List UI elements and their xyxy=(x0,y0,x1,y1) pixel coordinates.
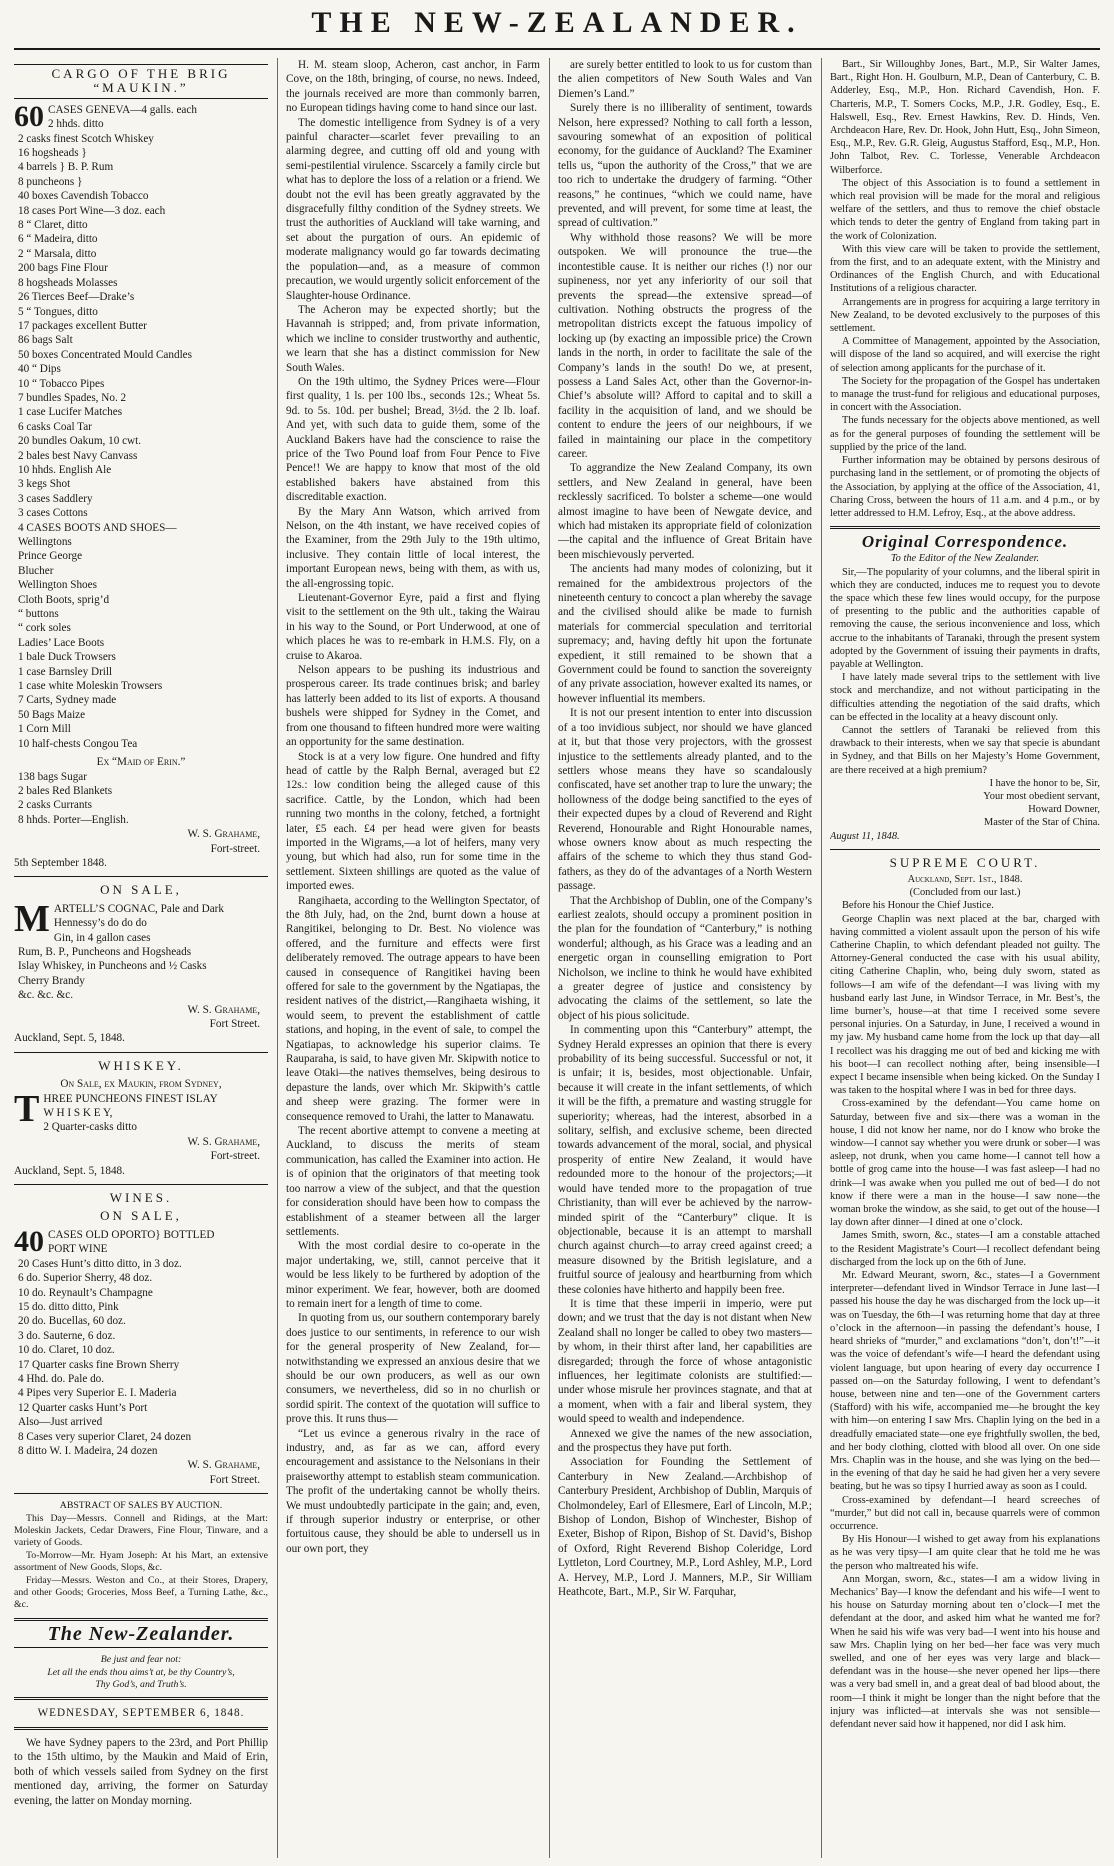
cargo-item: 2 bales best Navy Canvass xyxy=(18,449,138,462)
court-paragraph: George Chaplin was next placed at the bar, charged with having committed a violent assault upon the person of his wife Catherine Chaplin, to which defendant pleaded not guilty. The Attorney-General conducted the case with his usual ability, citing Catherine Chaplin, who, being duly sworn, stated as follows—I am wife of the defendant—I was living with my husband early last June, in Windsor Terrace, in Mr. Best’s, the lime burner’s, house—at that time I received some severe personal injuries. On a Saturday, in June, I received a wound in my jaw. My husband came home from the lock up that day—all I recollect was his dragging me out of bed and kicking me with his boot—I can recollect nothing after, being insensible—I expect I became insensible when being kicked. On the Sunday I was taken to the hospital where I was in bed for three days. xyxy=(830,913,1100,1097)
cargo-item: 10 “ Tobacco Pipes xyxy=(18,377,105,390)
column-divider xyxy=(277,58,278,1858)
cargo-item: 26 Tierces Beef—Drake’s xyxy=(18,291,135,304)
letter-closing xyxy=(830,777,1100,830)
cargo-item: 20 bundles Oakum, 10 cwt. xyxy=(18,435,142,448)
divider xyxy=(830,526,1100,529)
article-paragraph: The domestic intelligence from Sydney is of a very painful character—scarlet fever prevailing to an alarming degree, and cutting off old and young with semi-pestilential virulence. Sscarcely a family circle but what has to deplore the loss of a relation or a friend. We doubt not the evil has been greatly aggravated by the disgracefully filthy condition of the Sydney streets. We trust the authorities of Auckland will take warning, and set about the purgation of ours. An epidemic of moderate malignancy would go far towards decimating the population—and, as a measure of common precaution, we would urgently solicit enforcement of the Slaughter-house Ordinance. xyxy=(286,116,540,302)
ad-line: 8 ditto W. I. Madeira, 24 dozen xyxy=(18,1444,158,1457)
ad-date: Auckland, Sept. 5, 1848. xyxy=(14,1164,125,1177)
ad-line: 8 Cases very superior Claret, 24 dozen xyxy=(18,1430,192,1443)
court-subheading: (Concluded from our last.) xyxy=(909,887,1021,899)
ad-line: 4 Hhd. do. Pale do. xyxy=(18,1372,105,1385)
ad-line: Gin, in 4 gallon cases xyxy=(53,931,151,944)
divider xyxy=(14,1493,268,1494)
cargo-item: “ buttons xyxy=(18,608,59,621)
news-paragraph: We have Sydney papers to the 23rd, and Port Phillip to the 15th ultimo, by the Maukin and Maid of Erin, both of which vessels sailed from Sydney on the first mentioned day, arriving, the former on Saturday evening, the latter on Monday morning. xyxy=(14,1736,268,1807)
paper-title: The New-Zealander. xyxy=(47,1622,235,1645)
cargo-item: Prince George xyxy=(18,550,83,563)
divider xyxy=(14,1618,268,1621)
cargo-item: 8 “ Claret, ditto xyxy=(18,219,88,232)
cargo-item: 8 hogsheads Molasses xyxy=(18,276,118,289)
cargo-item: 138 bags Sugar xyxy=(18,770,87,783)
auction-item: To-Morrow—Mr. Hyam Joseph: At his Mart, an extensive assortment of New Goods, Slops, &c. xyxy=(14,1549,268,1574)
column-2 xyxy=(286,58,540,1858)
auction-item: Friday—Messrs. Weston and Co., at their Stores, Drapery, and other Goods; Groceries, Moss Beef, a Turning Lathe, &c., &c. xyxy=(14,1574,268,1611)
cargo-item: Wellington Shoes xyxy=(18,579,97,592)
cargo-item: 2 hhds. ditto xyxy=(48,118,104,131)
prospectus-paragraph: Bart., Sir Willoughby Jones, Bart., M.P., Sir Walter James, Bart., Right Hon. H. Goulburn, M.P., Dean of Canterbury, C. B. Adderley, Esq., M.P., Hon. Richard Cavendish, Hon. F. Charteris, M.P., T. Somers Cocks, M.P., J.R. Godley, Esq., E. Halswell, Esq., Rev. Ernest Hawkins, Rev. D. Hinds, Ven. Archdeacon Hare, Rev. Dr. Hook, John Hutt, Esq., John Simeon, Esq., M.P., Rev. G.R. Gleig, Augustus Stafford, Esq., M.P., Hon. John Talbot, Rev. C. Torlesse, Venerable Archdeacon Wilberforce. xyxy=(830,59,1100,176)
court-date: Auckland, Sept. 1st., 1848. xyxy=(907,873,1023,885)
article-paragraph: are surely better entitled to look to us for custom than the alien competitors of New South Wales and Van Diemen’s Land.” xyxy=(558,59,812,100)
court-paragraph: Cross-examined by defendant—I heard screeches of “murder,” but did not call in, because quarrels were of common occurrence. xyxy=(830,1494,1100,1532)
cargo-item: 3 cases Saddlery xyxy=(18,492,93,505)
cargo-lines xyxy=(14,99,268,751)
cargo-item: 40 boxes Cavendish Tobacco xyxy=(18,190,149,203)
cargo-item: 10 hhds. English Ale xyxy=(18,463,112,476)
court-paragraph: James Smith, sworn, &c., states—I am a constable attached to the Resident Magistrate’s Court—I recollect defendant being discharged from the lock up on the 6th of June. xyxy=(830,1230,1100,1268)
article-paragraph: Nelson appears to be pushing its industrious and prosperous career. Its trade continues brisk; and barley has latterly been added to its list of exports. A thousand bushels were shipped for Sydney in the Comet, and from one thousand to fifteen hundred more were waiting an opportunity for the same destination. xyxy=(286,664,540,749)
article-paragraph: Annexed we give the names of the new association, and the prospectus they have put forth. xyxy=(558,1427,812,1454)
article-paragraph: On the 19th ultimo, the Sydney Prices were—Flour first quality, 1 ls. per 100 lbs., seconds 12s.; Wheat 5s. 9d. to 5s. 10d. per bushel; Bread, 3½d. the 2 lb. loaf. And yet, with such data to guide them, some of the Auckland Bakers have had the conscience to raise the price of the Two Pound loaf from Four Pence to Five Pence!! We are happy to know that most of the old established bakers have abstained from this discreditable exaction. xyxy=(286,375,540,504)
ad-line: 4 Pipes very Superior E. I. Maderia xyxy=(18,1387,177,1400)
masthead-rule xyxy=(14,48,1100,50)
signature-name: W. S. Grahame, xyxy=(187,1459,260,1472)
cargo-item: 6 “ Madeira, ditto xyxy=(18,233,98,246)
divider xyxy=(14,1727,268,1730)
signature-name: W. S. Grahame, xyxy=(187,1135,260,1148)
letter-date: August 11, 1848. xyxy=(830,830,900,842)
cargo-item: 86 bags Salt xyxy=(18,334,73,347)
ad-line: 20 Cases Hunt’s ditto ditto, in 3 doz. xyxy=(18,1257,182,1270)
cargo-item: 4 barrels } B. P. Rum xyxy=(18,161,114,174)
article-paragraph: With the most cordial desire to co-operate in the major undertaking, we, still, cannot perceive that it would be less likely to be furthered by adoption of the minor experiment. We fear, however, both are doomed to remain inert for a length of time to come. xyxy=(286,1240,540,1310)
cargo-item: 4 CASES BOOTS AND SHOES— xyxy=(18,521,177,534)
ad-line: Hennessy’s do do do xyxy=(53,917,147,930)
ad-line: HREE PUNCHEONS FINEST ISLAY xyxy=(43,1092,218,1105)
cargo-item: 8 puncheons } xyxy=(18,175,83,188)
article-paragraph: Stock is at a very low figure. One hundred and fifty head of cattle by the Ralph Bernal, averaged but £2 12s.: low condition being the alleged cause of this sacrifice. Cattle, by the London, which had been running two months in the colony, fetched, a fortnight later, £5 each. £4 per head were given for beasts imported in the Wigrams,—a lot of heifers, many very young, but which had also, run for some time in the settlement. Sixteen shillings are quoted as the value of imported ewes. xyxy=(286,750,540,893)
article-paragraph: Rangihaeta, according to the Wellington Spectator, of the 8th July, had, on the 2nd, burnt down a house at Rangitikei, belonging to Dr. Best. No violence was offered, and the furniture and effects were first deliberately removed. The outrage appears to have been caused in consequence of Rangitikei having been offered for sale to the government by the Ngatiapas, the resident natives of the district,—Rangihaeta wishing, it would seem, to prevent the establishment of cattle stations, and hoping, in the event of sale, to compel the Ngatiapas, to acknowledge his superior claims. Te Rauparaha, is said, to have given Mr. Skipwith notice to leave Otaki—the natives themselves, being desirous to depasture the lands, over which Mr. Skipwith’s cattle and sheep were grazing. The former were in consequence removed to Urahi, the latter to Manawatu. xyxy=(286,894,540,1123)
ad-date: 5th September 1848. xyxy=(14,856,107,869)
ad-line: CASES OLD OPORTO} BOTTLED xyxy=(48,1228,215,1241)
masthead-title: THE NEW-ZEALANDER. xyxy=(311,6,803,39)
cargo-item: 50 Bags Maize xyxy=(18,708,86,721)
cargo-item: 200 bags Fine Flour xyxy=(18,262,108,275)
cargo-item: 2 casks Currants xyxy=(18,799,92,812)
divider xyxy=(830,849,1100,850)
ad-line: PORT WINE xyxy=(48,1243,108,1256)
prospectus-paragraph: The funds necessary for the objects above mentioned, as well as for the general purposes of founding the settlement will be supplied by the price of the land. xyxy=(830,415,1100,453)
cargo-item: 5 “ Tongues, ditto xyxy=(18,305,98,318)
drop-letter: M xyxy=(14,897,50,940)
auction-list xyxy=(14,1513,268,1612)
divider xyxy=(14,1647,268,1648)
divider xyxy=(14,1697,268,1700)
article-paragraph: “Let us evince a generous rivalry in the race of industry, and, as far as we can, afford every encouragement and assistance to the Nelsonians in their praiseworthy attempt to establish steam communication. The profit of the undertaking cannot be wholly theirs. We must undoubtedly participate in the gain; and, even, if through superior industry or enterprise, or other fortuitous cause, they should be able to undersell us in our own port, they xyxy=(286,1427,540,1555)
cargo-item: 18 cases Port Wine—3 doz. each xyxy=(18,204,166,217)
whiskey-heading: WHISKEY. xyxy=(98,1057,184,1073)
cargo-item: Blucher xyxy=(18,564,54,577)
wines-heading: WINES. xyxy=(109,1190,173,1206)
cargo-item: 1 case Barnsley Drill xyxy=(18,665,113,678)
ad-line: 12 Quarter casks Hunt’s Port xyxy=(18,1401,148,1414)
article-paragraph: By the Mary Ann Watson, which arrived from Nelson, on the 4th instant, we have received copies of the Examiner, from the 29th July to the 19th ultimo, inclusive. They contain little of local interest, the important European news, being with them, as with us, the all-engrossing topic. xyxy=(286,505,540,590)
cargo-item: 2 bales Red Blankets xyxy=(18,784,113,797)
correspondence-heading: Original Correspondence. xyxy=(861,532,1069,552)
court-report xyxy=(830,899,1100,1731)
dateline: WEDNESDAY, SEPTEMBER 6, 1848. xyxy=(37,1707,245,1720)
letter-body xyxy=(830,566,1100,777)
prospectus-paragraph: With this view care will be taken to provide the settlement, from the first, and to an adequate extent, with the Ministry and Ordinances of the English Church, and with Educational Institutions of a religious character. xyxy=(830,243,1100,295)
cargo-item: 16 hogsheads } xyxy=(18,147,87,160)
column-4 xyxy=(830,58,1100,1858)
sale-lines xyxy=(14,897,268,1003)
article-paragraph: That the Archbishop of Dublin, one of the Company’s earliest zealots, should occupy a prominent position in the plan for the foundation of “Canterbury,” is nothing wonderful; although, as his Grace was a leading and an energetic organ in counselling emigration to Port Nicholson, we incline to think he would have exhibited a greater degree of justice and consistency by advocating the claims of the settlement, so late the object of his pious solicitude. xyxy=(558,894,812,1022)
erin-lines xyxy=(14,770,268,828)
cargo-item: 8 hhds. Porter—English. xyxy=(18,813,129,826)
ad-line: Islay Whiskey, in Puncheons and ½ Casks xyxy=(18,960,207,973)
cargo-item: 17 packages excellent Butter xyxy=(18,319,147,332)
prospectus-paragraph: Further information may be obtained by persons desirous of purchasing land in the settlement, or of promoting the objects of the Association, by applying at the office of the Association, 41, Charing Cross, between the hours of 11 a.m. and 4 p.m., or by letter addressed to H.M. Lefroy, Esq., at the above address. xyxy=(830,455,1100,519)
letter-closing-line: Your most obedient servant, xyxy=(983,790,1100,802)
drop-number: 40 xyxy=(14,1224,44,1258)
ad-line: 3 do. Sauterne, 6 doz. xyxy=(18,1329,116,1342)
cargo-item: CASES GENEVA—4 galls. each xyxy=(48,103,197,116)
cargo-item: “ cork soles xyxy=(18,622,71,635)
court-paragraph: Cross-examined by the defendant—You came home on Saturday, between five and six—there was a woman in the house, I did not know her name, nor do I know who broke the window—I cannot say whether you were drunk or sober—I was asleep, not drunk, when you came home—I cannot tell how a bottle of grog came into the house—I was fast asleep—I had no drink—I was awake when you pulled me out of bed—I do not know if there were a man in the house—I saw none—the woman broke the window, as she said, to get out of the house—I lay down after dinner—I dined at one o’clock. xyxy=(830,1098,1100,1229)
cargo-item: 6 casks Coal Tar xyxy=(18,420,92,433)
drop-letter: T xyxy=(14,1087,40,1130)
drop-number: 60 xyxy=(14,99,44,133)
ad-line: 15 do. ditto ditto, Pink xyxy=(18,1300,119,1313)
court-paragraph: Before his Honour the Chief Justice. xyxy=(842,900,994,912)
ad-line: 10 do. Reynault’s Champagne xyxy=(18,1286,153,1299)
ad-line: W H I S K E Y, xyxy=(43,1107,113,1120)
cargo-item: 1 Corn Mill xyxy=(18,723,71,736)
cargo-item: Wellingtons xyxy=(18,536,72,548)
article-paragraph: The ancients had many modes of colonizing, but it remained for the ambidextrous projectors of the nineteenth century to concoct a plan whereby the savage and the civilised should alike be made to furnish materials for commercial speculation and territorial supremacy; and, having deftly hit upon the fortunate expedient, it still remained to be shown that a Government could be found to sanction the sovereignty of any private association, however exalted its names, or however influential its members. xyxy=(558,563,812,705)
cargo-item: Ladies’ Lace Boots xyxy=(18,636,105,649)
wines-lines xyxy=(14,1224,268,1459)
ad-line: &c. &c. &c. xyxy=(18,989,73,1002)
cargo-item: 7 Carts, Sydney made xyxy=(18,694,117,707)
article-paragraph: Lieutenant-Governor Eyre, paid a first and flying visit to the settlement on the 9th ult., taking the Wairau in his way to the Sound, or Port Underwood, at one of which places he was to re-embark in H.M.S. Fly, on a cruise to Akaroa. xyxy=(286,592,540,662)
wines-ad xyxy=(14,1224,268,1459)
cargo-item: 3 cases Cottons xyxy=(18,507,88,520)
signature-name: W. S. Grahame, xyxy=(187,828,260,841)
column-divider xyxy=(821,58,822,1858)
cargo-item: 3 kegs Shot xyxy=(18,478,71,491)
cargo-item: 2 “ Marsala, ditto xyxy=(18,247,97,260)
association-prospectus xyxy=(830,58,1100,520)
court-paragraph: Mr. Edward Meurant, sworn, &c., states—I a Government interpreter—defendant lived in Windsor Terrace in June last—I passed his house the day he was discharged from the lock up—it was on Tuesday, the 6th—I was returning home that day at three o’clock in the afternoon—in passing the defendant’s house, I heard shrieks of “murder,” and exclamations “don’t, don’t!”—it was the voice of defendant’s wife—I heard the defendant using violent language, but upon hearing of every day occurrence I passed on—on the Saturday following, I went to defendant’s house, between nine and ten—one of the Government carters (Stafford) with his wife, accompanied me—he brought the key with him—on entering I saw Mrs. Chaplin lying on the bed in a dreadfully emaciated state—one eye frightfully swollen, the bed, and her body clothing, clotted with blood all over. On one side Mrs. Chaplin was in the house, and she was lying on the bed—in the evening of that day he said he had given her a very severe beating, but he was so tipsy I hurried away as soon as I could. xyxy=(830,1270,1100,1493)
sale-heading: ON SALE, xyxy=(100,882,182,898)
divider xyxy=(14,1184,268,1185)
signature-place: Fort-street. xyxy=(210,1150,260,1163)
auction-item: This Day—Messrs. Connell and Ridings, at the Mart: Moleskin Jackets, Cedar Drawers, Fine Flour, Tinware, and a variety of Goods. xyxy=(14,1512,268,1549)
ad-line: 20 do. Bucellas, 60 doz. xyxy=(18,1315,126,1328)
ad-line: 10 do. Claret, 10 doz. xyxy=(18,1344,115,1357)
ad-line: ARTELL’S COGNAC, Pale and Dark xyxy=(53,902,225,915)
cargo-item: 7 bundles Spades, No. 2 xyxy=(18,391,127,404)
cargo-item: 10 half-chests Congou Tea xyxy=(18,737,138,750)
ad-line: 6 do. Superior Sherry, 48 doz. xyxy=(18,1272,153,1285)
ad-line: 17 Quarter casks fine Brown Sherry xyxy=(18,1358,180,1371)
article-paragraph: It is not our present intention to enter into discussion of a too invidious subject, nor should we have glanced at it, but that those very projectors, with the grossest injustice to the settlements already planted, and to the settlers whose means they have so scandalously confiscated, have set another trap to lure the unwary; the hollowness of the dodge being sanctified to the eyes of their expected dupes by a cloud of Reverend and Right Reverend, Honourable and Right Honourable names, whose owners know about as much respecting the affairs of the scheme to which they thus stand God-fathers, as they do of the advantages of a North Western passage. xyxy=(558,707,812,893)
cargo-item: 50 boxes Concentrated Mould Candles xyxy=(18,348,192,361)
cargo-item: 1 case Lucifer Matches xyxy=(18,406,123,419)
signature-place: Fort Street. xyxy=(209,1018,260,1030)
article-paragraph: Association for Founding the Settlement of Canterbury in New Zealand.—Archbishop of Canterbury President, Archbishop of Dublin, Marquis of Cholmondeley, Earl of Ellesmere, Earl of Lincoln, M.P.; Bishop of London, Bishop of Winchester, Bishop of Exeter, Bishop of Ripon, Bishop of St. David’s, Bishop of Oxford, Right Reverend Bishop Coleridge, Lord Lyttleton, Lord Courtney, M.P., Lord Ashley, M.P., Lord A. Hervey, M.P., Lord J. Manners, M.P., Sir William Heathcote, Bart., M.P., Sir W. Farquhar, xyxy=(558,1456,812,1599)
letter-closing-line: Master of the Star of China. xyxy=(983,817,1100,829)
article-paragraph: It is time that these imperii in imperio, were put down; and we trust that the day is not distant when New Zealand shall no longer be called to obey two masters—by whom, in their thirst after land, her capabilities are disregarded; through the force of whose antagonistic influences, her legitimate colonists are stultified:—under whose misrule her provinces stagnate, and that at a moment, when with a fair and liberal system, they would speed to wealth and independence. xyxy=(558,1297,812,1426)
article-paragraph: In quoting from us, our southern contemporary barely does justice to our sentiments, in reference to our wish for the general prosperity of New Zealand, for— notwithstanding we expressed an anxious desire that we should be our own producers, as well as our own consumers, we nevertheless, did so in no churlish or sordid spirit. The context of the quotation will suffice to prove this. It runs thus— xyxy=(286,1312,540,1426)
motto: Be just and fear not: Let all the ends thou aims’t at, be thy Country’s, Thy God’s, and Truth’s. xyxy=(47,1654,235,1691)
signature-place: Fort-street. xyxy=(210,842,260,855)
letter-closing-line: I have the honor to be, Sir, xyxy=(989,777,1100,789)
whiskey-ad xyxy=(14,1087,268,1135)
article-paragraph: The Acheron may be expected shortly; but the Havannah is stripped; and, from private information, which we incline to consider trustworthy and authentic, we learn that she has a distinct commission for New South Wales. xyxy=(286,303,540,374)
column-3 xyxy=(558,58,812,1858)
ad-line: Also—Just arrived xyxy=(18,1416,103,1429)
prospectus-paragraph: The object of this Association is to found a settlement in which real provision will be made for the moral and religious welfare of the settlers, and thus to remove the chief obstacle which tends to deter the gentry of England from taking part in the work of Colonization. xyxy=(830,177,1100,242)
auction-heading: ABSTRACT OF SALES BY AUCTION. xyxy=(59,1500,223,1512)
signature-place: Fort Street. xyxy=(209,1473,260,1486)
prospectus-paragraph: A Committee of Management, appointed by the Association, will dispose of the land so acquired, and will exercise the right of selection among applicants for the purchase of it. xyxy=(830,336,1100,374)
ad-line: Cherry Brandy xyxy=(18,974,85,987)
divider xyxy=(14,1052,268,1053)
cargo-item: Cloth Boots, sprig’d xyxy=(18,593,110,606)
letter-paragraph: Sir,—The popularity of your columns, and the liberal spirit in which they are conducted, induces me to request you to devote the space which these few lines would occupy, for the purpose of presenting to the public and the authorities capable of removing the cause, the serious inconvenience and loss, which accrue to the inhabitants of Taranaki, through the present system adopted by the Government of issuing their payments in drafts, payable at Wellington. xyxy=(830,566,1100,670)
ad-line: Rum, B. P., Puncheons and Hogsheads xyxy=(18,945,192,958)
article-paragraph: Why withhold those reasons? We will be more outspoken. We will pronounce the true—the incontestible cause. It is neither our riches (!) nor our supineness, nor yet any inferiority of our soil that prevents the spread—the extensive spread—of cultivation. Nothing obstructs the progress of the metropolitan districts except the fatuous impolicy of locking up (by exacting an impossible price) the Crown lands in the north, in order to facilitate the sale of the Company’s lands in the south! Do we, at present, possess a Land Sales Act, other than the Governor-in-Chief’s absolute will? Afford to capital and to skill a facility in the acquisition of land, and we should be content to endure the jeers of our neighbours, if we failed in maintaining our place in the competitory career. xyxy=(558,231,812,460)
article-paragraph: To aggrandize the New Zealand Company, its own settlers, and New Zealand in general, have been recklessly sacrificed. To bolster a scheme—one would almost imagine to have been of Newgate device, and which had mistaken its appropriate field of colonization—the capital and the influence of Great Britain have been mischievously perverted. xyxy=(558,462,812,561)
ad-date: Auckland, Sept. 5, 1848. xyxy=(14,1032,125,1045)
cargo-item: 1 case white Moleskin Trowsers xyxy=(18,680,163,693)
article-paragraph: Surely there is no illiberality of sentiment, towards Nelson, here expressed? Nothing to call forth a lesson, savouring somewhat of an exposition of political economy, for the guidance of Auckland? The Examiner tells us, “upon the authority of the Cross,” that we are too rich to undertake the drudgery of farming. “Other reasons,” he continues, “which we could name, have prevented, and will prevent, for some time at least, the spread of cultivation.” xyxy=(558,102,812,230)
prospectus-paragraph: The Society for the propagation of the Gospel has undertaken to manage the trust-fund for religious and educational purposes, in concert with the Association. xyxy=(830,375,1100,414)
letter-closing-line: Howard Downer, xyxy=(1028,804,1100,816)
letter-paragraph: Cannot the settlers of Taranaki be relieved from this drawback to their interests, when we say that specie is abundant in Sydney, and that Bills on her Majesty’s Home Government, are there received at a high premium? xyxy=(830,724,1100,776)
wines-sale-heading: ON SALE, xyxy=(100,1208,182,1224)
cargo-item: 40 “ Dips xyxy=(18,363,61,376)
correspondence-address: To the Editor of the New Zealander. xyxy=(890,553,1040,565)
letter-paragraph: I have lately made several trips to the settlement with live stock and merchandize, and not without participating in the difficulties attending the negotiation of the said drafts, which can be effected in the locality at a heavy discount only. xyxy=(830,672,1100,723)
column-divider xyxy=(549,58,550,1858)
divider xyxy=(14,876,268,877)
court-heading: SUPREME COURT. xyxy=(889,854,1041,870)
article-paragraph: In commenting upon this “Canterbury” attempt, the Sydney Herald expresses an opinion that there is every probability of its being successful. Successful or not, it is unfair; it is, besides, most objectionable. Unfair, because it will create in the infant settlements, of which it will be the fifth, a premature and wasting struggle for superiority; whereas, had the interest, absorbed in a solitary, selfish, and exclusive scheme, been directed towards advancement of the moral, social, and physical prosperity of entire New Zealand, it would have redounded more to the honour of the projectors;—it would have tended more to the propagation of true Christianity, than will ever be achieved by the narrow-minded spirit of the “Canterbury” clique. It is objectionable, because it is an attempt to marshall church against church—to array creed against creed; a measure disowned by the British legislature, and a fruitful source of jealousy and heartburning from which these colonies have hitherto and happily been free. xyxy=(558,1024,812,1296)
court-paragraph: Ann Morgan, sworn, &c., states—I am a widow living in Mechanics’ Bay—I know the defendant and his wife—I went to his house on Saturday morning about ten o’clock—I met the defendant at the door, and asked him what he wanted me for? When he said his wife was very bad—I went into his house and saw Mrs. Chaplin lying on her bed—her face was very much swelled, and one of her eyes was very large and black—defendant was in the house—she never opened her lips—there was a very bad smell in, and a great deal of bad blood about, the room—I think it might be longer than the night before that the injury was inflicted—at intervals she was not sensible—defendant never said how it happened, nor did I ask him. xyxy=(830,1573,1100,1730)
erin-heading: Ex “Maid of Erin.” xyxy=(96,756,186,769)
cargo-heading: CARGO OF THE BRIG “MAUKIN.” xyxy=(14,64,268,99)
cargo-item: 1 bale Duck Trowsers xyxy=(18,651,116,664)
column-1 xyxy=(14,58,268,1858)
court-paragraph: By His Honour—I wished to get away from his explanations as he was very tipsy—I am quite clear that he told me he was the person who maltreated his wife. xyxy=(830,1534,1100,1572)
cognac-ad xyxy=(14,897,268,1003)
prospectus-paragraph: Arrangements are in progress for acquiring a large territory in New Zealand, to be devoted exclusively to the purposes of this settlement. xyxy=(830,296,1100,335)
signature-name: W. S. Grahame, xyxy=(187,1003,260,1016)
article-paragraph: The recent abortive attempt to convene a meeting at Auckland, to discuss the merits of steam communication, has called the Examiner into action. He is of opinion that the originators of that meeting took too narrow a view of the subject, and that the question for consideration should have been how to compass the establishment of a steamer between all the larger settlements. xyxy=(286,1125,540,1238)
whiskey-lines xyxy=(14,1087,268,1135)
cargo-item: 2 casks finest Scotch Whiskey xyxy=(18,132,154,145)
ad-line: 2 Quarter-casks ditto xyxy=(43,1121,137,1134)
masthead xyxy=(0,0,1114,52)
whiskey-subheading: On Sale, ex Maukin, from Sydney, xyxy=(60,1078,222,1091)
article-paragraph: H. M. steam sloop, Acheron, cast anchor, in Farm Cove, on the 18th, bringing, of course, no news. Indeed, the journals received are more than commonly barren, no European tidings having come to hand since our last. xyxy=(286,59,540,115)
cargo-list xyxy=(14,99,268,751)
